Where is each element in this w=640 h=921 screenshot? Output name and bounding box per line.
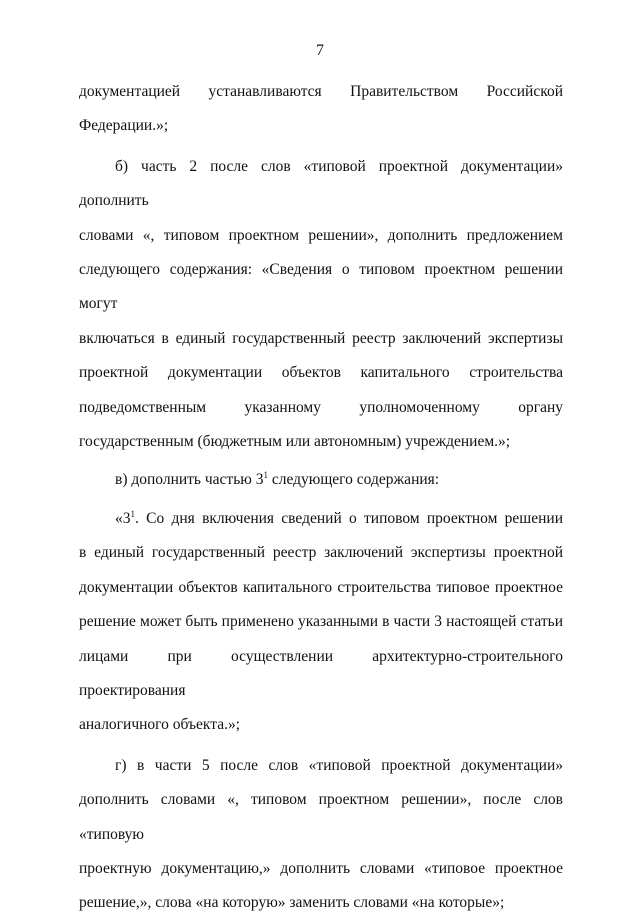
text-line: проектной документации объектов капитального строительства: [79, 364, 563, 382]
text-line: Федерации.»;: [79, 117, 169, 135]
paragraph-quote-3-1: [79, 502, 563, 743]
text-line: [79, 502, 563, 536]
text-line: б) часть 2 после слов «типовой проектной документации» дополнить: [79, 157, 563, 210]
text-line: государственным (бюджетным или автономным) учреждением.»;: [79, 433, 511, 451]
paragraph-b: [79, 150, 563, 460]
text-fragment: в) дополнить частью 3: [115, 471, 264, 489]
text-line: подведомственным указанному уполномоченному органу: [79, 398, 563, 416]
text-line: следующего содержания: «Сведения о типовом проектном решении могут: [79, 261, 563, 313]
text-line: словами «, типовом проектном решении», дополнить предложением: [79, 226, 563, 244]
text-line: решение,», слова «на которую» заменить словами «на которые»;: [79, 894, 505, 912]
text-line: в единый государственный реестр заключений экспертизы проектной: [79, 544, 563, 562]
text-line: проектную документацию,» дополнить словами «типовое проектное: [79, 859, 563, 877]
text-line: аналогичного объекта.»;: [79, 716, 241, 734]
text-line: лицами при осуществлении архитектурно-строительного проектирования: [79, 647, 563, 699]
paragraph-g: [79, 749, 563, 921]
text-line: [79, 463, 563, 497]
superscript: 1: [263, 470, 268, 481]
text-line: документации объектов капитального строительства типовое проектное: [79, 578, 563, 596]
text-fragment: следующего содержания:: [267, 471, 440, 489]
text-line: г) в части 5 после слов «типовой проектной документации»: [115, 756, 563, 774]
page-number: 7: [316, 42, 324, 59]
text-fragment: . Со дня включения сведений о типовом проектном решении: [135, 509, 563, 527]
superscript: 1: [130, 508, 135, 519]
paragraph-v: [79, 463, 563, 497]
text-line: документацией устанавливаются Правительством Российской: [79, 83, 563, 100]
document-body: [79, 75, 563, 921]
paragraph-continuation: [79, 75, 563, 144]
text-fragment: «3: [115, 509, 131, 527]
text-line: решение может быть применено указанными в части 3 настоящей статьи: [79, 613, 563, 631]
text-line: дополнить словами «, типовом проектном решении», после слов «типовую: [79, 791, 563, 843]
text-line: включаться в единый государственный реестр заключений экспертизы: [79, 329, 563, 347]
